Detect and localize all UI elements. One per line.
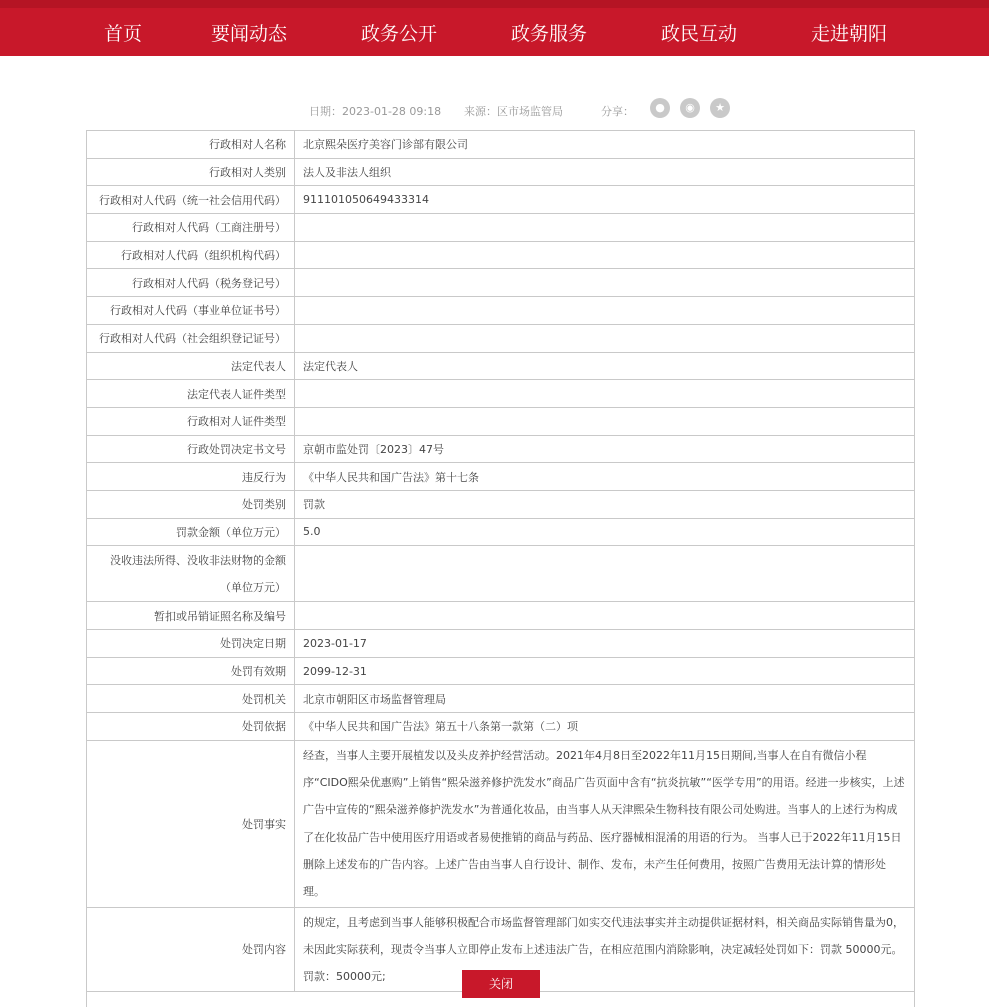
row-value [295,269,915,297]
top-stripe [0,0,989,8]
row-value [295,214,915,242]
table-row [87,657,915,685]
row-label: 处罚类别 [87,490,295,518]
row-label: 处罚机关 [87,685,295,713]
row-value: 的规定，且考虑到当事人能够积极配合市场监督管理部门如实交代违法事实并主动提供证据材料，相关商品实际销售量为0，未因此实际获利，现责令当事人立即停止发布上述违法广告，在相应范围内消除影响，决定减轻处罚如下：罚款 50000元。罚款：50000元; [295,907,915,992]
row-value: 《中华人民共和国广告法》第十七条 [295,463,915,491]
row-value [295,297,915,325]
table-row [87,630,915,658]
row-label: 行政相对人代码（组织机构代码） [87,241,295,269]
table-row [87,407,915,435]
table-row [87,546,915,602]
table-row [87,269,915,297]
source-label: 来源：区市场监管局 [464,105,563,118]
share-label: 分享： [601,105,634,118]
table-row [87,713,915,741]
row-value: 京朝市监处罚〔2023〕47号 [295,435,915,463]
row-label: 处罚决定日期 [87,630,295,658]
nav-item-news[interactable]: 要闻动态 [210,23,287,45]
row-label: 处罚依据 [87,713,295,741]
table-row [87,186,915,214]
wechat-icon[interactable]: ● [650,98,670,118]
table-row [87,435,915,463]
row-label: 法定代表人证件类型 [87,380,295,408]
penalty-info-table [86,130,915,992]
publish-date: 日期：2023-01-28 09:18 [309,105,442,118]
nav-item-public-affairs[interactable]: 政务公开 [360,23,437,45]
row-value: 2023-01-17 [295,630,915,658]
row-value: 罚款 [295,490,915,518]
row-label: 罚款金额（单位万元） [87,518,295,546]
row-value [295,546,915,602]
row-value: 911101050649433314 [295,186,915,214]
row-label: 行政相对人证件类型 [87,407,295,435]
table-row [87,380,915,408]
table-row [87,602,915,630]
row-value [295,602,915,630]
row-label: 没收违法所得、没收非法财物的金额（单位万元） [87,546,295,602]
row-value: 法定代表人 [295,352,915,380]
table-row [87,740,915,907]
row-label: 违反行为 [87,463,295,491]
row-label: 行政相对人代码（统一社会信用代码） [87,186,295,214]
top-banner [0,0,989,56]
table-row [87,463,915,491]
row-label: 行政相对人名称 [87,131,295,159]
nav-item-home[interactable]: 首页 [103,23,142,45]
row-label: 处罚内容 [87,907,295,992]
table-row [87,490,915,518]
nav-item-about[interactable]: 走进朝阳 [810,23,887,45]
favorite-icon[interactable]: ★ [710,98,730,118]
row-label: 行政相对人类别 [87,158,295,186]
table-row [87,158,915,186]
table-row [87,324,915,352]
row-label: 行政处罚决定书文号 [87,435,295,463]
table-row [87,297,915,325]
weibo-icon[interactable]: ◉ [680,98,700,118]
row-value: 法人及非法人组织 [295,158,915,186]
row-value [295,324,915,352]
article-meta [0,98,989,122]
row-value: 《中华人民共和国广告法》第五十八条第一款第（二）项 [295,713,915,741]
row-label: 行政相对人代码（社会组织登记证号） [87,324,295,352]
row-label: 暂扣或吊销证照名称及编号 [87,602,295,630]
row-value [295,407,915,435]
row-label: 处罚有效期 [87,657,295,685]
row-value: 5.0 [295,518,915,546]
row-label: 处罚事实 [87,740,295,907]
row-value: 经查，当事人主要开展植发以及头皮养护经营活动。2021年4月8日至2022年11月15日期间,当事人在自有微信小程序“CIDO熙朵优惠购”上销售“熙朵滋养修护洗发水”商品广告页面中含有“抗炎抗敏”“医学专用”的用语。经进一步核实，上述广告中宣传的“熙朵滋养修护洗发水”为普通化妆品，由当事人从天津熙朵生物科技有限公司处购进。当事人的上述行为构成了在化妆品广告中使用医疗用语或者易使推销的商品与药品、医疗器械相混淆的用语的行为。 当事人已于2022年11月15日删除上述发布的广告内容。上述广告由当事人自行设计、制作、发布，未产生任何费用，按照广告费用无法计算的情形处理。 [295,740,915,907]
row-value [295,241,915,269]
table-row [87,518,915,546]
table-row [87,352,915,380]
row-value: 北京熙朵医疗美容门诊部有限公司 [295,131,915,159]
table-row [87,241,915,269]
row-label: 行政相对人代码（税务登记号） [87,269,295,297]
table-row [87,685,915,713]
row-label: 行政相对人代码（事业单位证书号） [87,297,295,325]
main-nav [0,8,989,56]
table-row [87,131,915,159]
table-row [87,214,915,242]
row-label: 行政相对人代码（工商注册号） [87,214,295,242]
close-button[interactable]: 关闭 [462,970,540,998]
row-label: 法定代表人 [87,352,295,380]
row-value [295,380,915,408]
row-value: 2099-12-31 [295,657,915,685]
nav-item-services[interactable]: 政务服务 [510,23,587,45]
row-value: 北京市朝阳区市场监督管理局 [295,685,915,713]
nav-item-interaction[interactable]: 政民互动 [660,23,737,45]
